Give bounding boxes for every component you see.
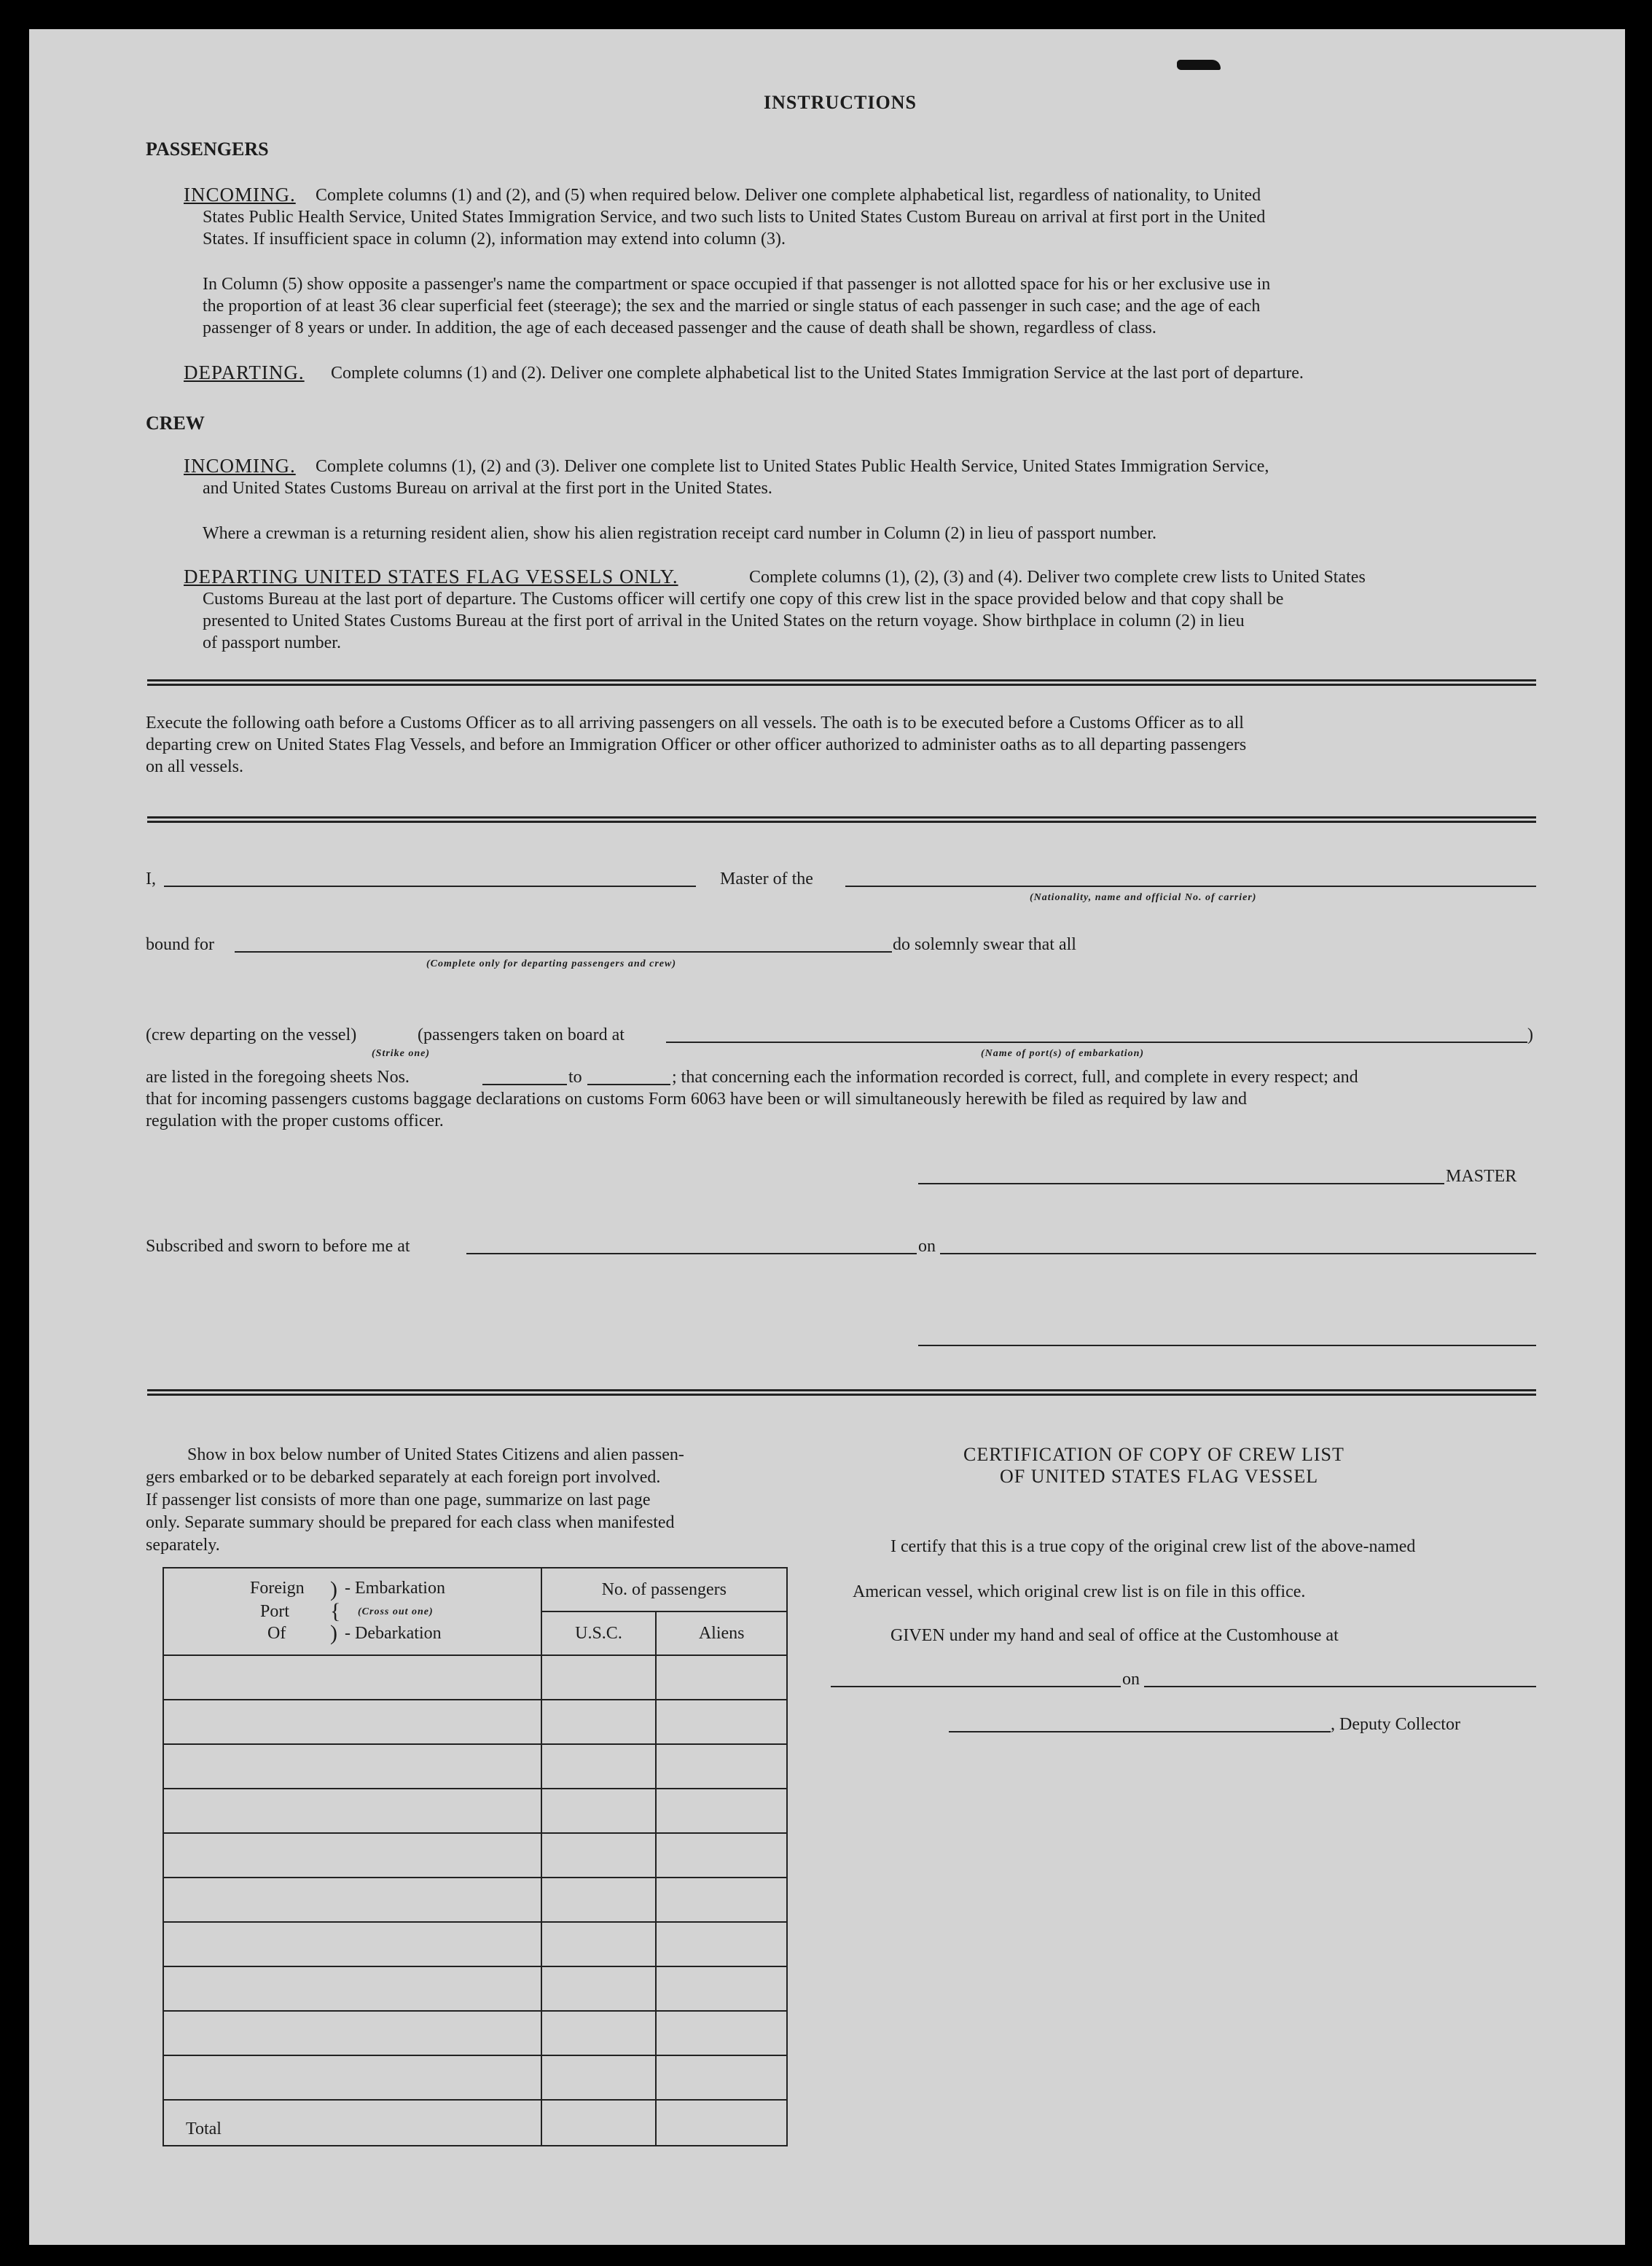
crew-departing-line1: Complete columns (1), (2), (3) and (4). Deliver two complete crew lists to United States xyxy=(749,568,1366,587)
port-cell[interactable] xyxy=(163,2011,541,2055)
aliens-cell[interactable] xyxy=(656,2011,787,2055)
deputy-signature-field[interactable] xyxy=(949,1731,1331,1732)
foreign-label: Foreign xyxy=(250,1579,305,1598)
form-page xyxy=(29,29,1625,2245)
embarkation-label: - Embarkation xyxy=(345,1579,445,1598)
aliens-cell[interactable] xyxy=(656,1744,787,1789)
listed-suffix: ; that concerning each the information recorded is correct, full, and complete in every respect; and xyxy=(672,1068,1358,1087)
divider xyxy=(147,816,1536,823)
crew-departing-option: (crew departing on the vessel) xyxy=(146,1025,357,1044)
master-label: MASTER xyxy=(1446,1167,1517,1186)
passengers-incoming-line2: States Public Health Service, United States Immigration Service, and two such lists to United States Custom Bureau on arrival at first port in the United xyxy=(203,208,1266,227)
sworn-date-field[interactable] xyxy=(940,1253,1536,1254)
oath-intro-line1: Execute the following oath before a Customs Officer as to all arriving passengers on all vessels. The oath is to be executed before a Customs Officer as to all xyxy=(146,714,1244,732)
usc-cell[interactable] xyxy=(541,1789,657,1833)
ink-smudge xyxy=(1177,60,1221,70)
usc-cell[interactable] xyxy=(541,1833,657,1878)
port-caption: (Name of port(s) of embarkation) xyxy=(981,1048,1145,1059)
customhouse-place-field[interactable] xyxy=(831,1686,1121,1687)
oath-intro-line2: departing crew on United States Flag Vessels, and before an Immigration Officer or other officer authorized to administer oaths as to all departing passengers xyxy=(146,735,1247,754)
carrier-field[interactable] xyxy=(845,886,1536,887)
certification-line1: I certify that this is a true copy of the original crew list of the above-named xyxy=(890,1537,1416,1556)
master-name-field[interactable] xyxy=(164,886,696,887)
usc-cell[interactable] xyxy=(541,2011,657,2055)
summary-line5: separately. xyxy=(146,1536,220,1555)
port-label: Port xyxy=(260,1602,290,1621)
bound-for-label: bound for xyxy=(146,935,214,954)
crew-departing-line3: presented to United States Customs Bureau at the first port of arrival in the United States on the return voyage. Show birthplace in column (2) in lieu xyxy=(203,612,1245,630)
bound-caption: (Complete only for departing passengers and crew) xyxy=(426,958,676,969)
passengers-departing-text: Complete columns (1) and (2). Deliver one complete alphabetical list to the United States Immigration Service at the last port of departure. xyxy=(331,364,1304,383)
port-cell[interactable] xyxy=(163,1744,541,1789)
usc-cell[interactable] xyxy=(541,1878,657,1922)
divider xyxy=(147,679,1536,686)
close-paren: ) xyxy=(1527,1025,1533,1044)
usc-cell[interactable] xyxy=(541,1744,657,1789)
crew-incoming-label: INCOMING. xyxy=(184,455,296,477)
passengers-incoming-line3: States. If insufficient space in column (2), information may extend into column (3). xyxy=(203,230,786,249)
port-cell[interactable] xyxy=(163,1966,541,2011)
total-usc-cell[interactable] xyxy=(541,2100,657,2146)
brace-top: ) xyxy=(330,1577,337,1601)
passengers-incoming-label: INCOMING. xyxy=(184,184,296,206)
passenger-summary-table xyxy=(163,1567,788,2146)
crew-departing-line2: Customs Bureau at the last port of departure. The Customs officer will certify one copy of this crew list in the space provided below and that copy shall be xyxy=(203,590,1284,609)
crew-incoming-line1: Complete columns (1), (2) and (3). Deliver one complete list to United States Public Health Service, United States Immigration Service, xyxy=(316,457,1269,476)
column5-line2: the proportion of at least 36 clear superficial feet (steerage); the sex and the married or single status of each passenger in such case; and the age of each xyxy=(203,297,1261,316)
certification-title-2: OF UNITED STATES FLAG VESSEL xyxy=(1000,1466,1319,1487)
passengers-taken-option: (passengers taken on board at xyxy=(418,1025,625,1044)
aliens-cell[interactable] xyxy=(656,1922,787,1966)
usc-cell[interactable] xyxy=(541,1700,657,1744)
oath-intro-line3: on all vessels. xyxy=(146,757,243,776)
crew-heading: CREW xyxy=(146,413,205,434)
page-title: INSTRUCTIONS xyxy=(764,92,917,113)
strike-caption: (Strike one) xyxy=(372,1048,431,1059)
column5-line3: passenger of 8 years or under. In addition, the age of each deceased passenger and the cause of death shall be shown, regardless of class. xyxy=(203,319,1156,337)
bound-for-field[interactable] xyxy=(235,951,892,953)
deputy-collector-label: , Deputy Collector xyxy=(1331,1715,1460,1734)
brace-mid: { xyxy=(330,1599,341,1623)
port-cell[interactable] xyxy=(163,1878,541,1922)
certification-on-label: on xyxy=(1122,1670,1140,1689)
crew-departing-label: DEPARTING UNITED STATES FLAG VESSELS ONLY. xyxy=(184,566,678,587)
debarkation-label: - Debarkation xyxy=(345,1624,442,1643)
column5-line1: In Column (5) show opposite a passenger's name the compartment or space occupied if that passenger is not allotted space for his or her exclusive use in xyxy=(203,275,1271,294)
embarkation-port-field[interactable] xyxy=(666,1042,1527,1043)
total-label: Total xyxy=(163,2100,541,2146)
foreign-port-header xyxy=(163,1568,541,1655)
port-cell[interactable] xyxy=(163,1700,541,1744)
crew-departing-line4: of passport number. xyxy=(203,633,341,652)
no-passengers-header: No. of passengers xyxy=(541,1568,787,1611)
passengers-heading: PASSENGERS xyxy=(146,138,269,160)
sheet-to-field[interactable] xyxy=(587,1084,670,1085)
cross-out-caption: (Cross out one) xyxy=(358,1606,434,1617)
brace-bottom: ) xyxy=(330,1621,337,1645)
sheet-from-field[interactable] xyxy=(482,1084,567,1085)
passengers-departing-label: DEPARTING. xyxy=(184,362,305,383)
aliens-cell[interactable] xyxy=(656,1878,787,1922)
total-aliens-cell[interactable] xyxy=(656,2100,787,2146)
port-cell[interactable] xyxy=(163,1922,541,1966)
of-label: Of xyxy=(267,1624,286,1643)
summary-line4: only. Separate summary should be prepared for each class when manifested xyxy=(146,1513,675,1532)
carrier-caption: (Nationality, name and official No. of carrier) xyxy=(1030,892,1257,903)
summary-line2: gers embarked or to be debarked separately at each foreign port involved. xyxy=(146,1468,661,1487)
sworn-on-label: on xyxy=(918,1237,936,1256)
aliens-cell[interactable] xyxy=(656,1833,787,1878)
solemnly-text: do solemnly swear that all xyxy=(893,935,1076,954)
usc-cell[interactable] xyxy=(541,1922,657,1966)
aliens-cell[interactable] xyxy=(656,1789,787,1833)
divider xyxy=(147,1389,1536,1396)
subscribed-label: Subscribed and sworn to before me at xyxy=(146,1237,410,1256)
summary-line3: If passenger list consists of more than one page, summarize on last page xyxy=(146,1491,651,1509)
passengers-incoming-line1: Complete columns (1) and (2), and (5) when required below. Deliver one complete alphabetical list, regardless of nationality, to United xyxy=(316,186,1261,205)
officer-signature-field[interactable] xyxy=(918,1345,1536,1346)
sworn-place-field[interactable] xyxy=(466,1253,917,1254)
port-cell[interactable] xyxy=(163,1833,541,1878)
usc-cell[interactable] xyxy=(541,1966,657,2011)
aliens-cell[interactable] xyxy=(656,1655,787,1700)
port-cell[interactable] xyxy=(163,2055,541,2100)
oath-i-label: I, xyxy=(146,870,156,888)
port-cell[interactable] xyxy=(163,1655,541,1700)
usc-cell[interactable] xyxy=(541,2055,657,2100)
crew-incoming-line2: and United States Customs Bureau on arrival at the first port in the United States. xyxy=(203,479,772,498)
aliens-cell[interactable] xyxy=(656,1966,787,2011)
summary-line1: Show in box below number of United States Citizens and alien passen- xyxy=(187,1445,684,1464)
usc-header: U.S.C. xyxy=(541,1611,657,1655)
port-cell[interactable] xyxy=(163,1789,541,1833)
certification-line3: GIVEN under my hand and seal of office at the Customhouse at xyxy=(890,1626,1339,1645)
crew-returning-text: Where a crewman is a returning resident alien, show his alien registration receipt card number in Column (2) in lieu of passport number. xyxy=(203,524,1156,543)
oath-line3: regulation with the proper customs officer. xyxy=(146,1111,444,1130)
aliens-cell[interactable] xyxy=(656,2055,787,2100)
listed-prefix: are listed in the foregoing sheets Nos. xyxy=(146,1068,410,1087)
certification-date-field[interactable] xyxy=(1144,1686,1536,1687)
to-label: to xyxy=(568,1068,582,1087)
master-signature-field[interactable] xyxy=(918,1183,1444,1184)
aliens-cell[interactable] xyxy=(656,1700,787,1744)
aliens-header: Aliens xyxy=(656,1611,787,1655)
certification-line2: American vessel, which original crew list is on file in this office. xyxy=(853,1582,1306,1601)
master-of-the-label: Master of the xyxy=(720,870,813,888)
usc-cell[interactable] xyxy=(541,1655,657,1700)
certification-title-1: CERTIFICATION OF COPY OF CREW LIST xyxy=(963,1444,1344,1465)
oath-line2: that for incoming passengers customs baggage declarations on customs Form 6063 have been or will simultaneously herewith be filed as required by law and xyxy=(146,1090,1247,1109)
